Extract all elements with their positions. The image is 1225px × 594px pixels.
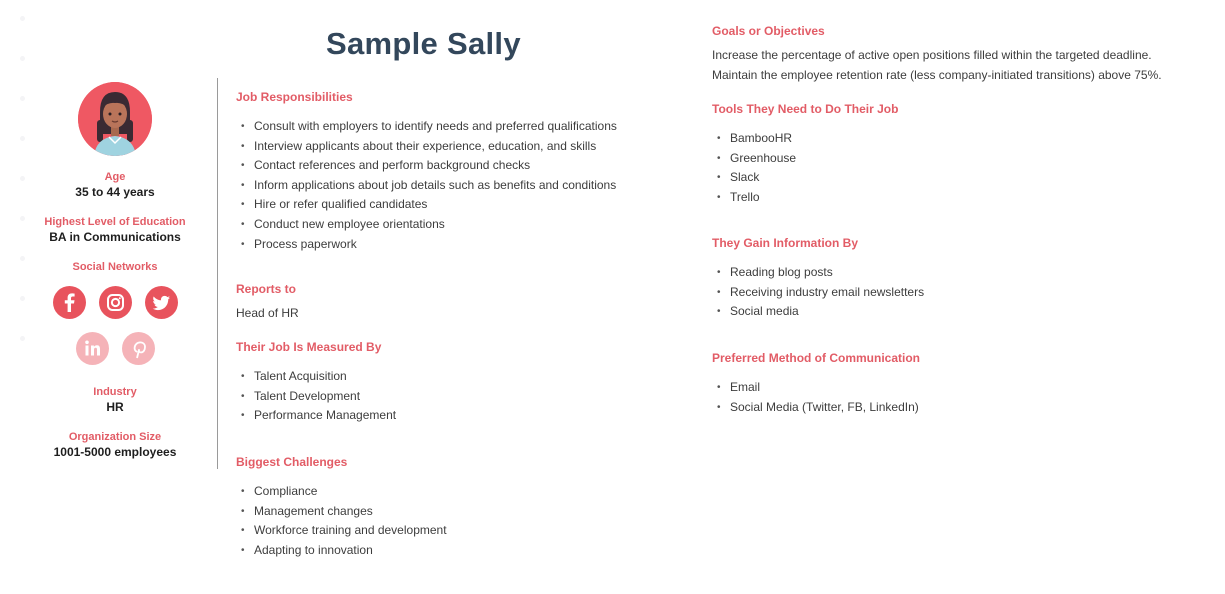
list-item: • Talent Development bbox=[236, 387, 396, 407]
list-item: • Inform applications about job details such as benefits and conditions bbox=[236, 176, 617, 196]
job-responsibilities-list bbox=[236, 117, 617, 254]
list-item: • Hire or refer qualified candidates bbox=[236, 195, 617, 215]
list-item: • Consult with employers to identify needs and preferred qualifications bbox=[236, 117, 617, 137]
challenges-list bbox=[236, 482, 447, 560]
job-responsibilities-title: Job Responsibilities bbox=[236, 90, 353, 104]
list-item: • Social media bbox=[712, 302, 924, 322]
information-title: They Gain Information By bbox=[712, 236, 859, 250]
goals-section bbox=[712, 24, 1162, 85]
list-item: • Conduct new employee orientations bbox=[236, 215, 617, 235]
goals-title: Goals or Objectives bbox=[712, 24, 825, 38]
list-item: • Interview applicants about their experience, education, and skills bbox=[236, 137, 617, 157]
organization-size-label: Organization Size bbox=[68, 431, 162, 443]
list-item: • Reading blog posts bbox=[712, 263, 924, 283]
challenges-title: Biggest Challenges bbox=[236, 455, 348, 469]
social-networks-row-2 bbox=[20, 332, 210, 365]
challenges-section bbox=[236, 455, 447, 560]
list-item: • Greenhouse bbox=[712, 149, 898, 169]
list-item: • Trello bbox=[712, 188, 898, 208]
education-label: Highest Level of Education bbox=[44, 216, 186, 228]
profile-panel bbox=[20, 82, 210, 459]
goal-line: Increase the percentage of active open positions filled within the targeted deadline. bbox=[712, 48, 1152, 62]
age-label: Age bbox=[104, 171, 126, 183]
measured-by-section bbox=[236, 340, 396, 426]
persona-avatar bbox=[78, 82, 152, 156]
information-section bbox=[712, 236, 924, 322]
measured-by-list bbox=[236, 367, 396, 426]
list-item: • Workforce training and development bbox=[236, 521, 447, 541]
education-value: BA in Communications bbox=[49, 230, 181, 244]
tools-section bbox=[712, 102, 898, 207]
reports-to-value: Head of HR bbox=[236, 306, 299, 320]
list-item: • BambooHR bbox=[712, 129, 898, 149]
communication-title: Preferred Method of Communication bbox=[712, 351, 921, 365]
list-item: • Compliance bbox=[236, 482, 447, 502]
twitter-icon[interactable] bbox=[145, 286, 178, 319]
list-item: • Adapting to innovation bbox=[236, 541, 447, 561]
list-item: • Social Media (Twitter, FB, LinkedIn) bbox=[712, 398, 920, 418]
social-networks-label: Social Networks bbox=[72, 261, 158, 273]
list-item: • Process paperwork bbox=[236, 235, 617, 255]
list-item: • Slack bbox=[712, 168, 898, 188]
organization-size-value: 1001-5000 employees bbox=[53, 445, 177, 459]
industry-value: HR bbox=[106, 400, 124, 414]
person-illustration-icon bbox=[78, 82, 152, 156]
list-item: • Receiving industry email newsletters bbox=[712, 283, 924, 303]
facebook-icon[interactable] bbox=[53, 286, 86, 319]
instagram-icon[interactable] bbox=[99, 286, 132, 319]
industry-label: Industry bbox=[93, 386, 137, 398]
communication-section bbox=[712, 351, 920, 417]
social-networks-row-1 bbox=[20, 286, 210, 319]
reports-to-section bbox=[236, 282, 299, 324]
communication-list bbox=[712, 378, 920, 417]
column-divider bbox=[217, 78, 218, 469]
list-item: • Performance Management bbox=[236, 406, 396, 426]
pinterest-icon[interactable] bbox=[122, 332, 155, 365]
linkedin-icon[interactable] bbox=[76, 332, 109, 365]
list-item: • Talent Acquisition bbox=[236, 367, 396, 387]
tools-list bbox=[712, 129, 898, 207]
persona-name: Sample Sally bbox=[326, 26, 521, 61]
list-item: • Management changes bbox=[236, 502, 447, 522]
list-item: • Contact references and perform background checks bbox=[236, 156, 617, 176]
job-responsibilities-section bbox=[236, 90, 617, 254]
measured-by-title: Their Job Is Measured By bbox=[236, 340, 382, 354]
goal-line: Maintain the employee retention rate (less company-initiated transitions) above 75%. bbox=[712, 67, 1162, 82]
age-value: 35 to 44 years bbox=[75, 185, 155, 199]
list-item: • Email bbox=[712, 378, 920, 398]
tools-title: Tools They Need to Do Their Job bbox=[712, 102, 899, 116]
information-list bbox=[712, 263, 924, 322]
reports-to-title: Reports to bbox=[236, 282, 296, 296]
